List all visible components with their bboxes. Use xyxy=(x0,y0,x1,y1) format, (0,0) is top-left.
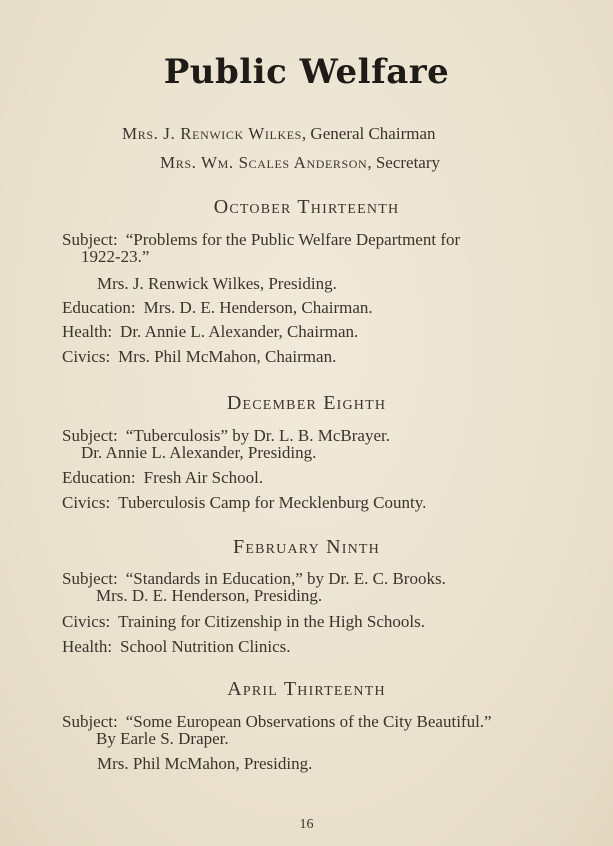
officer-role: General Chairman xyxy=(310,124,436,143)
officer-role: Secretary xyxy=(375,153,441,172)
entry-continuation: 1922-23.” xyxy=(81,247,150,266)
section-heading: December Eighth xyxy=(226,392,387,414)
entry-label: Civics: xyxy=(62,493,111,512)
entry-line xyxy=(62,469,263,487)
entry-line xyxy=(97,275,337,293)
entry-text: Mrs. Phil McMahon, Chairman. xyxy=(118,347,337,366)
entry-text: “Standards in Education,” by Dr. E. C. Brooks. xyxy=(125,569,446,588)
entry-label: Education: xyxy=(62,298,136,317)
entry-text: “Some European Observations of the City Beautiful.” xyxy=(125,712,492,731)
entry-text: “Problems for the Public Welfare Department for xyxy=(125,230,461,249)
entry-text: Mrs. Phil McMahon, Presiding. xyxy=(97,754,313,773)
entry-text: School Nutrition Clinics. xyxy=(120,637,291,656)
entry-text: Fresh Air School. xyxy=(143,468,264,487)
entry-label: Health: xyxy=(62,637,113,656)
entry-text: Mrs. D. E. Henderson, Chairman. xyxy=(143,298,373,317)
entry-label: Subject: xyxy=(62,426,118,445)
entry-label: Subject: xyxy=(62,230,118,249)
section-heading: October Thirteenth xyxy=(213,196,400,218)
officer-line-secretary: Mrs. Wm. Scales Anderson, Secretary xyxy=(160,153,441,172)
entry-label: Education: xyxy=(62,468,136,487)
entry-line xyxy=(62,494,426,512)
entry-label: Subject: xyxy=(62,569,118,588)
page-title: Public Welfare xyxy=(163,52,450,92)
section-heading: February Ninth xyxy=(233,536,380,558)
entry-label: Civics: xyxy=(62,347,111,366)
officer-line-chairman: Mrs. J. Renwick Wilkes, General Chairman xyxy=(122,124,436,143)
entry-line xyxy=(97,755,312,773)
entry-text: Tuberculosis Camp for Mecklenburg County. xyxy=(118,493,427,512)
entry-label: Subject: xyxy=(62,712,118,731)
entry-text: Mrs. J. Renwick Wilkes, Presiding. xyxy=(97,274,337,293)
entry-line xyxy=(62,348,336,366)
entry-continuation: By Earle S. Draper. xyxy=(96,729,229,748)
entry-text: Dr. Annie L. Alexander, Chairman. xyxy=(120,322,359,341)
page-number: 16 xyxy=(299,817,314,832)
entry-text: Training for Citizenship in the High Schools. xyxy=(118,612,425,631)
entry-text: “Tuberculosis” by Dr. L. B. McBrayer. xyxy=(125,426,390,445)
entry-line xyxy=(62,638,291,656)
entry-line xyxy=(62,613,425,631)
entry-continuation: Dr. Annie L. Alexander, Presiding. xyxy=(81,443,317,462)
entry-line xyxy=(62,323,358,341)
section-heading: April Thirteenth xyxy=(227,678,386,700)
entry-continuation: Mrs. D. E. Henderson, Presiding. xyxy=(96,586,323,605)
entry-label: Civics: xyxy=(62,612,111,631)
entry-line xyxy=(62,299,373,317)
entry-label: Health: xyxy=(62,322,113,341)
officer-name: Mrs. J. Renwick Wilkes xyxy=(122,124,302,143)
officer-name: Mrs. Wm. Scales Anderson xyxy=(160,153,368,172)
